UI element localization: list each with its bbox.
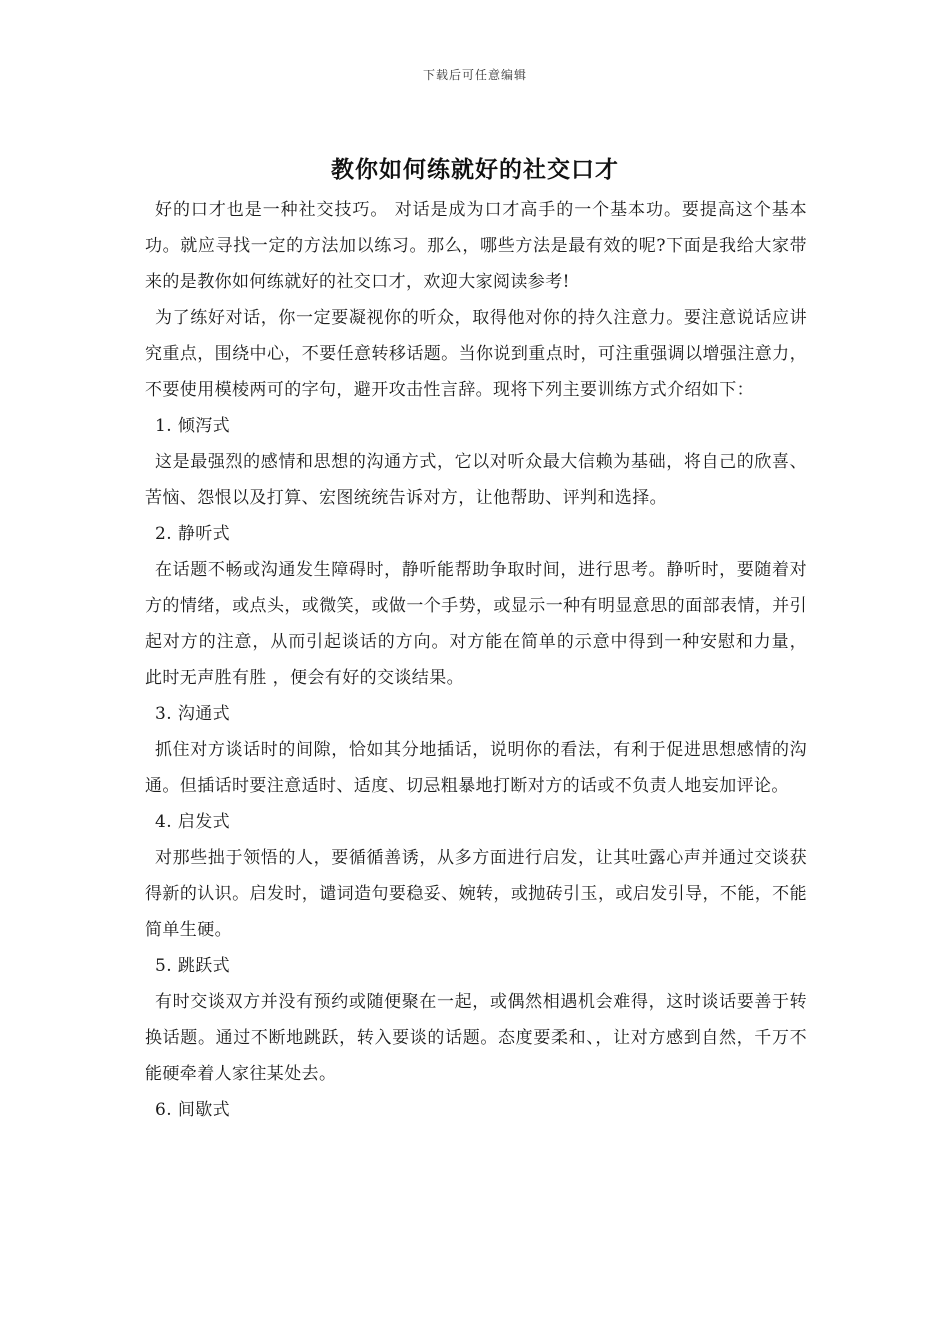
header-note: 下载后可任意编辑 xyxy=(422,68,527,82)
section-heading-2: 2. 静听式 xyxy=(155,524,231,544)
section-body-3: 抓住对方谈话时的间隙，恰如其分地插话，说明你的看法，有利于促进思想感情的沟通。但插话时要注意适时、适度、切忌粗暴地打断对方的话或不负责人地妄加评论。 xyxy=(145,740,807,796)
section-heading-6: 6. 间歇式 xyxy=(155,1100,231,1120)
document-body xyxy=(145,192,807,1128)
section-body-4: 对那些拙于领悟的人，要循循善诱，从多方面进行启发，让其吐露心声并通过交谈获得新的认识。启发时，谴词造句要稳妥、婉转，或抛砖引玉，或启发引导，不能，不能简单生硬。 xyxy=(145,848,807,940)
section-heading-4: 4. 启发式 xyxy=(155,812,231,832)
section-heading-5: 5. 跳跃式 xyxy=(155,956,231,976)
intro-paragraph-2: 为了练好对话，你一定要凝视你的听众，取得他对你的持久注意力。要注意说话应讲究重点，围绕中心，不要任意转移话题。当你说到重点时，可注重强调以增强注意力，不要使用模棱两可的字句，避开攻击性言辞。现将下列主要训练方式介绍如下： xyxy=(145,308,807,400)
section-heading-1: 1. 倾泻式 xyxy=(155,416,231,436)
section-body-2: 在话题不畅或沟通发生障碍时，静听能帮助争取时间，进行思考。静听时，要随着对方的情绪，或点头，或微笑，或做一个手势，或显示一种有明显意思的面部表情，并引起对方的注意，从而引起谈话的方向。对方能在简单的示意中得到一种安慰和力量， 此时无声胜有胜 ，便会有好的交谈结果。 xyxy=(145,560,807,688)
section-heading-3: 3. 沟通式 xyxy=(155,704,231,724)
section-body-5: 有时交谈双方并没有预约或随便聚在一起，或偶然相遇机会难得，这时谈话要善于转换话题。通过不断地跳跃，转入要谈的话题。态度要柔和、，让对方感到自然，千万不能硬牵着人家往某处去。 xyxy=(145,992,807,1084)
section-body-1: 这是最强烈的感情和思想的沟通方式，它以对听众最大信赖为基础，将自己的欣喜、苦恼、怨恨以及打算、宏图统统告诉对方，让他帮助、评判和选择。 xyxy=(145,452,807,508)
intro-paragraph-1: 好的口才也是一种社交技巧。 对话是成为口才高手的一个基本功。要提高这个基本功。就应寻找一定的方法加以练习。那么，哪些方法是最有效的呢?下面是我给大家带来的是教你如何练就好的社交口才，欢迎大家阅读参考! xyxy=(145,200,807,292)
document-title: 教你如何练就好的社交口才 xyxy=(331,156,619,183)
